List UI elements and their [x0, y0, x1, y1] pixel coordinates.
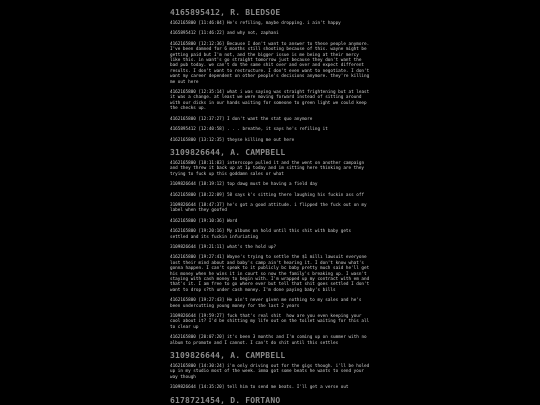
message-text: He's refiling, maybe dropping. i ain't happy — [226, 21, 341, 26]
conversation-header: 3109826644, A. CAMPBELL — [170, 351, 286, 361]
message-sender-id: 4162165800 — [170, 335, 196, 341]
conversation-section — [170, 8, 370, 143]
message-text: tell him to send me beats. I'll get a verse out — [226, 385, 349, 391]
message-timestamp: [19:27:41] — [198, 255, 225, 261]
message-timestamp: [12:12:36] — [198, 41, 225, 47]
message-sender-id: 3109826644 — [170, 182, 196, 188]
message-entry — [170, 245, 370, 250]
message-entry — [170, 255, 370, 293]
message-sender-id: 4162165800 — [170, 192, 196, 198]
message-entry — [170, 182, 370, 187]
message-text: I don't want the stat quo anymore — [226, 116, 313, 122]
message-text: Wayne's trying to settle the $1 millı lawsuit everyone lost their mind about and baby's camp ain't hearing it. I don't know what's gonna happen. I can't speak to it publicly bc baby pretty much said he'll get his money when he wins it in court so now the family's breaking up. I wasn't staying with cash money to begin with. I'm wrapped up my contract with em and that's it. I am free to go where ever but tell that shit goes settled I don't want to drop s?th under cash money. I'm done paying baby's bills — [170, 255, 372, 293]
message-timestamp: [19:10:36] — [198, 218, 225, 224]
message-entry — [170, 21, 370, 26]
message-entry — [170, 229, 370, 240]
message-sender-id: 4162165800 — [170, 364, 196, 370]
message-text: . . . breathe, it says he's refiling it — [226, 127, 328, 133]
message-timestamp: [12:37:27] — [198, 116, 225, 122]
message-timestamp: [19:20:16] — [198, 229, 225, 235]
message-text: it's been 3 months and I'm coming up on summer with no album to promote and I cannot. I can't do shit until this settles — [170, 335, 370, 346]
message-timestamp: [19:59:27] — [198, 314, 225, 320]
message-entry — [170, 31, 370, 36]
message-sender-id: 3109826644 — [170, 385, 196, 391]
message-sender-id: 4162165800 — [170, 255, 196, 261]
message-entry — [170, 127, 370, 132]
message-timestamp: [18:22:09] — [198, 192, 225, 198]
message-entry — [170, 385, 370, 390]
message-text: He ain't never given me nothing to my sales and he's been undercutting young money for the last 2 years — [170, 298, 365, 309]
message-entry — [170, 42, 370, 85]
message-timestamp: [13:12:35] — [198, 137, 225, 143]
message-sender-id: 4162165800 — [170, 90, 196, 96]
message-sender-id: 3109826644 — [170, 244, 196, 250]
message-entry — [170, 161, 370, 177]
message-entry — [170, 90, 370, 112]
message-text: and why not, zaphani — [226, 31, 279, 37]
message-timestamp: [11:46:04] — [198, 21, 225, 26]
message-entry — [170, 335, 370, 346]
message-text: theyse killing me out here — [226, 137, 295, 143]
message-text: top dawg must be having a field day — [226, 182, 318, 188]
message-sender-id: 4165895412 — [170, 31, 196, 37]
message-timestamp: [14:30:24] — [198, 364, 225, 370]
message-text: 58 says k's sitting there laughing his fuckin ass off — [226, 192, 365, 198]
message-entry — [170, 138, 370, 143]
message-text: Because I don't want to answer to these people anymore. I've been damned for 6 months still shooting because of this. wayne might be getting paid but I'm not, and the bigger issue is me being at their mercy like this. in want's go straight tomorrow just because they don't want the bad pub today. we can't do the same shit over and over and expect different results. I don't want to restructure. I don't even want to negotiate. I don't want my career dependent on other people's decisions anymore. they're killing me out here — [170, 41, 372, 85]
message-sender-id: 4162165800 — [170, 298, 196, 304]
message-sender-id: 3109826644 — [170, 314, 196, 320]
message-entry — [170, 117, 370, 122]
message-timestamp: [18:11:03] — [198, 160, 225, 166]
message-text: fuck that's real shit how are you even keeping your cool about it? I'd be shitting my life out on the toilet waiting for this all to clear up — [170, 314, 372, 330]
message-sender-id: 4162165800 — [170, 218, 196, 224]
message-sender-id: 4162165800 — [170, 41, 196, 47]
message-entry — [170, 219, 370, 224]
message-entry — [170, 298, 370, 309]
conversation-section — [170, 351, 370, 391]
message-text: interscope pulled it and the went on another campaign and they threw it back up at 1p today and im sitting here thinking are they trying to fuck up this goddamn sales or what — [170, 160, 367, 177]
message-timestamp: [14:35:20] — [198, 385, 225, 391]
message-sender-id: 4162165800 — [170, 137, 196, 143]
conversation-header: 4165895412, R. BLEDSOE — [170, 8, 281, 17]
conversation-header: 3109826644, A. CAMPBELL — [170, 147, 286, 157]
message-text: My albums on hold until this shit with baby gets settled and its fuckin infuriating — [170, 229, 354, 240]
message-timestamp: [18:47:37] — [198, 202, 225, 208]
message-entry — [170, 314, 370, 330]
message-text: what i was saying was straight frightening but at least it was a change. at least we were moving forward instead of sitting around with our dicks in our hands waiting for someone to green light we could keep the checks up. — [170, 90, 372, 112]
conversation-section — [170, 148, 370, 346]
message-text: Word — [226, 218, 238, 224]
message-sender-id: 4162165800 — [170, 21, 196, 26]
message-text: he's got a good attitude. i flipped the fuck out on my label when they goofed — [170, 202, 370, 214]
message-timestamp: [12:40:58] — [198, 127, 225, 133]
message-sender-id: 4165895412 — [170, 127, 196, 133]
message-sender-id: 3109826644 — [170, 202, 196, 208]
message-text: i'm only driving out for the gigs though. i'll be holed up in my studio most of the week. imma got some beats he wants to send your way though — [170, 364, 372, 380]
message-sender-id: 4162165800 — [170, 229, 196, 235]
message-entry — [170, 193, 370, 198]
conversation-section — [170, 396, 370, 405]
message-sender-id: 4162165800 — [170, 160, 196, 166]
message-timestamp: [20:07:20] — [198, 335, 225, 341]
message-entry — [170, 364, 370, 380]
message-timestamp: [19:21:11] — [198, 244, 225, 250]
message-timestamp: [18:19:12] — [198, 182, 225, 188]
conversation-header: 6178721454, D. FORTANO — [170, 395, 281, 405]
message-entry — [170, 203, 370, 214]
message-text: what's the hold up? — [226, 244, 277, 250]
message-timestamp: [12:35:14] — [198, 90, 225, 96]
message-timestamp: [19:27:43] — [198, 298, 225, 304]
message-sender-id: 4162165800 — [170, 116, 196, 122]
message-timestamp: [11:46:22] — [198, 31, 225, 37]
